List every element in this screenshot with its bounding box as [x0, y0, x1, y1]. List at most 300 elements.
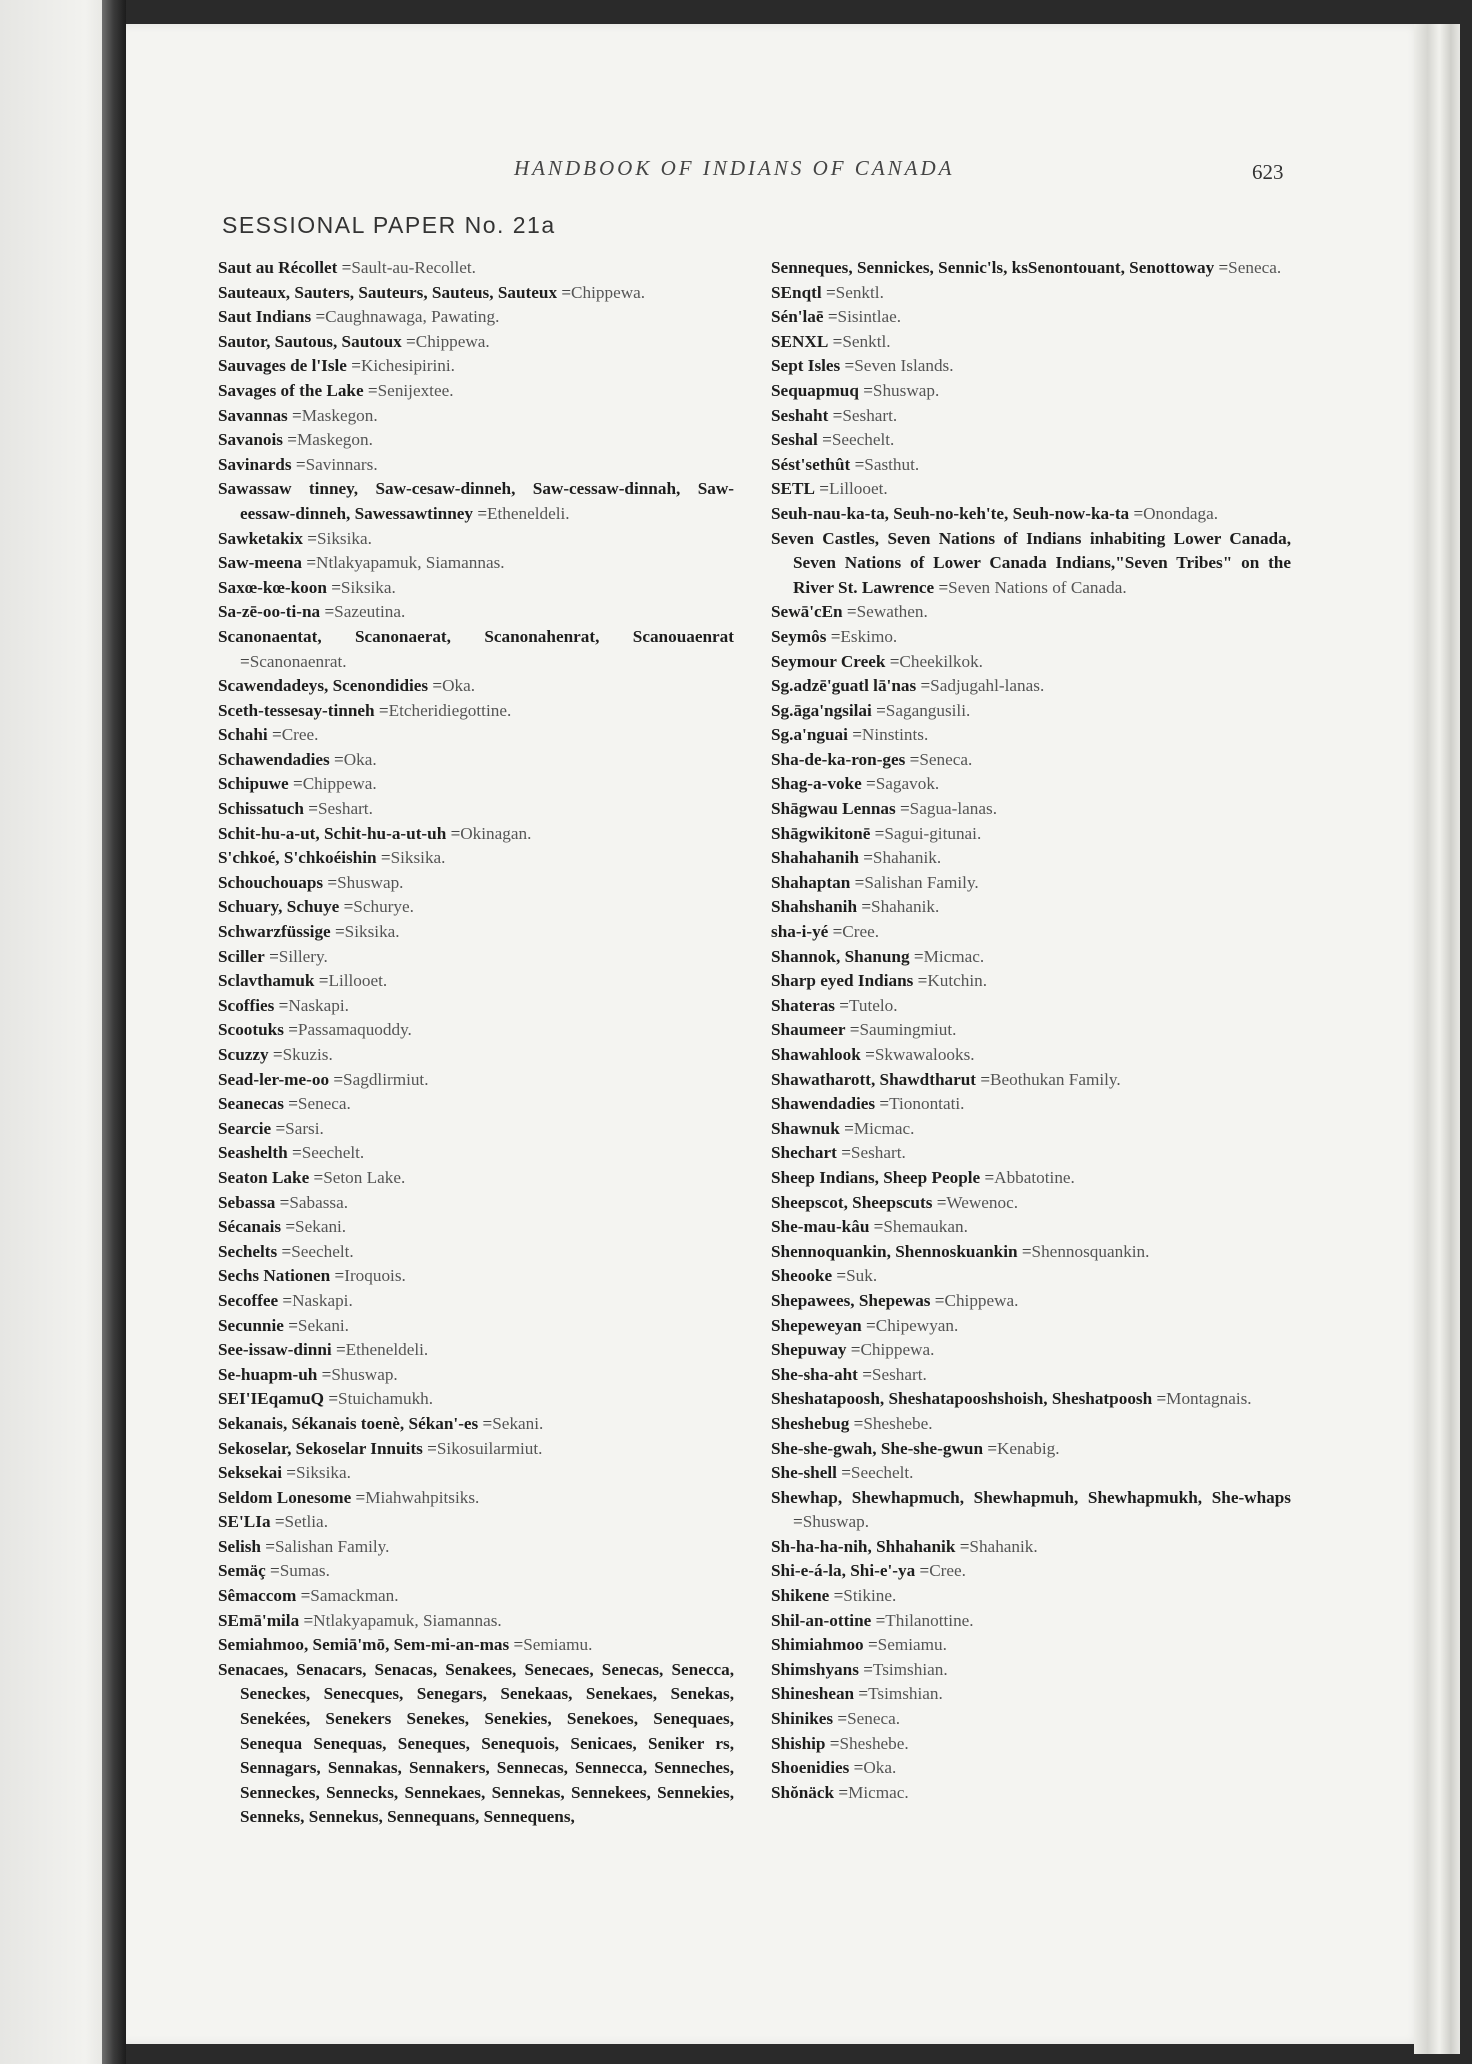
entry-heading: Shennoquankin, Shennoskuankin: [771, 1241, 1018, 1261]
entry-heading: Sécanais: [218, 1217, 282, 1237]
index-entry: She-she-gwah, She-she-gwun =Kenabig.: [771, 1438, 1060, 1458]
entry-equivalent: Scanonaenrat.: [249, 651, 347, 671]
entry-heading: Shimiahmoo: [771, 1635, 864, 1655]
entry-equivalent: Cheekilkok.: [899, 651, 983, 671]
entry-equivalent: Sumas.: [279, 1561, 330, 1581]
entry-equivalent: Salishan Family.: [275, 1536, 390, 1556]
index-entry: Shennoquankin, Shennoskuankin =Shennosquankin.: [771, 1241, 1150, 1261]
entry-heading: Senneques, Sennickes, Sennic'ls, ksSenontouant, Senottoway: [771, 258, 1215, 277]
entry-heading: Sept Isles: [771, 356, 841, 376]
entry-equivalent: Sheshebe.: [863, 1413, 933, 1433]
entry-heading: Sheooke: [771, 1266, 833, 1286]
entry-equivalent: Seneca.: [847, 1709, 901, 1729]
entry-heading: Seshal: [771, 430, 818, 450]
entry-heading: SEmā'mila: [218, 1610, 300, 1630]
entry-heading: Sh-ha-ha-nih, Shhahanik: [771, 1536, 956, 1556]
entry-heading: See-issaw-dinni: [218, 1340, 332, 1360]
index-entry: Shepeweyan =Chipewyan.: [771, 1315, 959, 1335]
index-entry: Seymôs =Eskimo.: [771, 626, 898, 646]
entry-equivalent: Shuswap.: [872, 380, 940, 400]
entry-equivalent: Senijextee.: [377, 380, 454, 400]
entry-heading: Savinards: [218, 454, 292, 474]
entry-heading: Sg.a'nguai: [771, 725, 848, 745]
entry-heading: Shepeweyan: [771, 1315, 862, 1335]
entry-equivalent: Stikine.: [843, 1586, 897, 1606]
entry-heading: Saxœ-kœ-koon: [218, 577, 327, 597]
entry-heading: Shewhap, Shewhapmuch, Shewhapmuh, Shewhapmukh, She-whaps: [771, 1487, 1291, 1507]
entry-heading: Sén'laē: [771, 307, 824, 327]
index-entry: Seldom Lonesome =Miahwahpitsiks.: [218, 1487, 480, 1507]
entry-equivalent: Miahwahpitsiks.: [365, 1487, 480, 1507]
index-entry: S'chkoé, S'chkoéishin =Siksika.: [218, 848, 446, 868]
index-entry: Shinikes =Seneca.: [771, 1709, 901, 1729]
entry-heading: Sewā'cEn: [771, 602, 843, 622]
entry-equivalent: Montagnais.: [1166, 1389, 1252, 1409]
entry-equivalent: Okinagan.: [460, 823, 532, 843]
index-entry: Schissatuch =Seshart.: [218, 799, 373, 819]
entry-equivalent: Shuswap.: [802, 1512, 870, 1532]
index-entry: Seanecas =Seneca.: [218, 1094, 351, 1114]
entry-equivalent: Stuichamukh.: [338, 1389, 434, 1409]
entry-equivalent: Ninstints.: [861, 725, 929, 745]
entry-equivalent: Maskegon.: [301, 405, 378, 425]
entry-equivalent: Sasthut.: [864, 454, 920, 474]
index-entry: Shepuway =Chippewa.: [771, 1340, 935, 1360]
entry-heading: Shiship: [771, 1733, 826, 1753]
entry-equivalent: Beothukan Family.: [990, 1069, 1121, 1089]
index-entry: Sewā'cEn =Sewathen.: [771, 602, 928, 622]
entry-heading: Sharp eyed Indians: [771, 971, 914, 991]
entry-equivalent: Oka.: [343, 749, 377, 769]
entry-equivalent: Sagavok.: [875, 774, 940, 794]
entry-heading: Sauteaux, Sauters, Sauteurs, Sauteus, Sauteux: [218, 282, 558, 302]
index-entry: Seshaht =Seshart.: [771, 405, 898, 425]
entry-equivalent: Siksika.: [390, 848, 446, 868]
entry-equivalent: Samackman.: [310, 1586, 399, 1606]
entry-heading: Secoffee: [218, 1290, 279, 1310]
entry-equivalent: Shahanik.: [871, 897, 940, 917]
entry-equivalent: Lillooet.: [328, 971, 388, 991]
entry-equivalent: Seechelt.: [850, 1463, 914, 1483]
index-entry: Seshal =Seechelt.: [771, 430, 895, 450]
entry-equivalent: Chippewa.: [302, 774, 377, 794]
index-entry: Shewhap, Shewhapmuch, Shewhapmuh, Shewhapmukh, She-whaps =Shuswap.: [771, 1487, 1291, 1532]
entry-heading: Shawahlook: [771, 1045, 861, 1064]
index-entry: Shikene =Stikine.: [771, 1586, 897, 1606]
entry-equivalent: Ntlakyapamuk, Siamannas.: [316, 553, 505, 573]
entry-equivalent: Wewenoc.: [946, 1192, 1019, 1212]
index-entry: Shāgwau Lennas =Sagua-lanas.: [771, 799, 998, 819]
entry-heading: Sequapmuq: [771, 380, 859, 400]
index-entry: Saut au Récollet =Sault-au-Recollet.: [218, 258, 476, 277]
entry-heading: Seymôs: [771, 626, 827, 646]
entry-equivalent: Seneca.: [1228, 258, 1282, 277]
entry-heading: Sa-zē-oo-ti-na: [218, 602, 321, 622]
entry-equivalent: Siksika.: [344, 922, 400, 942]
entry-equivalent: Siksika.: [296, 1463, 351, 1483]
entry-equivalent: Sillery.: [278, 946, 328, 966]
entry-heading: Seven Castles, Seven Nations of Indians inhabiting Lower Canada, Seven Nations of Lower Canada Indians,"Seven Tribes" on the River St. Lawrence: [771, 528, 1291, 597]
entry-heading: Searcie: [218, 1118, 272, 1138]
entry-heading: Shinikes: [771, 1709, 834, 1729]
entry-heading: SETL: [771, 479, 815, 499]
index-entry: Shahshanih =Shahanik.: [771, 897, 940, 917]
entry-equivalent: Seven Nations of Canada.: [948, 577, 1127, 597]
entry-equivalent: Setlia.: [284, 1512, 328, 1532]
index-entry: Savanois =Maskegon.: [218, 430, 373, 450]
page-edge-stack: [1414, 24, 1460, 2054]
entry-heading: S'chkoé, S'chkoéishin: [218, 848, 377, 868]
index-entry: Sceth-tessesay-tinneh =Etcheridiegottine.: [218, 700, 512, 720]
index-entry: Se-huapm-uh =Shuswap.: [218, 1364, 398, 1384]
index-entry: Semäç =Sumas.: [218, 1561, 330, 1581]
index-entry: Secoffee =Naskapi.: [218, 1290, 353, 1310]
entry-equivalent: Seshart.: [317, 799, 373, 819]
entry-equivalent: Seshart.: [871, 1364, 927, 1384]
entry-equivalent: Cree.: [842, 922, 880, 942]
index-entry: Scoffies =Naskapi.: [218, 995, 349, 1015]
index-entry: Sêmaccom =Samackman.: [218, 1586, 399, 1606]
entry-heading: Schit-hu-a-ut, Schit-hu-a-ut-uh: [218, 823, 447, 843]
entry-heading: She-shell: [771, 1463, 837, 1483]
entry-equivalent: Seshart.: [842, 405, 898, 425]
entry-equivalent: Maskegon.: [296, 430, 373, 450]
entry-equivalent: Tionontati.: [889, 1094, 965, 1114]
entry-equivalent: Sagua-lanas.: [909, 799, 998, 819]
entry-equivalent: Suk.: [846, 1266, 878, 1286]
index-entry: Shāgwikitonē =Sagui-gitunai.: [771, 823, 982, 843]
entry-heading: Sautor, Sautous, Sautoux: [218, 331, 402, 351]
entry-equivalent: Siksika.: [317, 528, 372, 548]
index-entry: Sauvages de l'Isle =Kichesipirini.: [218, 356, 455, 376]
entry-heading: Scuzzy: [218, 1045, 269, 1064]
entry-heading: Seuh-nau-ka-ta, Seuh-no-keh'te, Seuh-now-ka-ta: [771, 503, 1130, 523]
entry-equivalent: Cree.: [281, 725, 319, 745]
entry-equivalent: Micmac.: [848, 1782, 909, 1802]
entry-heading: Scoffies: [218, 995, 275, 1015]
entry-equivalent: Etcheridiegottine.: [388, 700, 512, 720]
entry-heading: Scanonaentat, Scanonaerat, Scanonahenrat, Scanouaenrat: [218, 626, 734, 646]
index-entry: Sechelts =Seechelt.: [218, 1241, 354, 1261]
entry-equivalent: Sault-au-Recollet.: [351, 258, 476, 277]
index-entry: Saw-meena =Ntlakyapamuk, Siamannas.: [218, 553, 505, 573]
entry-heading: Shawatharott, Shawdtharut: [771, 1069, 977, 1089]
entry-equivalent: Skwawalooks.: [874, 1045, 975, 1064]
index-entry: Seaton Lake =Seton Lake.: [218, 1167, 406, 1187]
entry-heading: Shawnuk: [771, 1118, 840, 1138]
book-spine: [102, 0, 126, 2064]
index-entry: SE'LIa =Setlia.: [218, 1512, 328, 1532]
entry-heading: Shoenidies: [771, 1758, 850, 1778]
entry-heading: Seshaht: [771, 405, 829, 425]
entry-equivalent: Sabassa.: [289, 1192, 349, 1212]
index-entry: Shateras =Tutelo.: [771, 995, 898, 1015]
entry-equivalent: Ntlakyapamuk, Siamannas.: [313, 1610, 502, 1630]
index-entry: Sheooke =Suk.: [771, 1266, 878, 1286]
index-entry: Schwarzfüssige =Siksika.: [218, 922, 400, 942]
entry-equivalent: Sekani.: [295, 1217, 347, 1237]
index-entry: Shawatharott, Shawdtharut =Beothukan Family.: [771, 1069, 1121, 1089]
entry-equivalent: Sazeutina.: [334, 602, 406, 622]
index-entry: Sauteaux, Sauters, Sauteurs, Sauteus, Sauteux =Chippewa.: [218, 282, 646, 302]
index-entry: Shepawees, Shepewas =Chippewa.: [771, 1290, 1019, 1310]
entry-heading: Shechart: [771, 1143, 837, 1163]
index-entry: Savinards =Savinnars.: [218, 454, 378, 474]
entry-heading: Se-huapm-uh: [218, 1364, 318, 1384]
entry-equivalent: Etheneldeli.: [487, 503, 570, 523]
index-entry: Sawassaw tinney, Saw-cesaw-dinneh, Saw-cessaw-dinnah, Saw-eessaw-dinneh, Sawessawtinney =Etheneldeli.: [218, 479, 734, 523]
entry-equivalent: Tsimshian.: [868, 1684, 943, 1704]
entry-equivalent: Shennosquankin.: [1031, 1241, 1150, 1261]
entry-equivalent: Lillooet.: [828, 479, 888, 499]
index-entry: Savannas =Maskegon.: [218, 405, 378, 425]
entry-equivalent: Kutchin.: [927, 971, 987, 991]
index-entry: Shawendadies =Tionontati.: [771, 1094, 965, 1114]
entry-heading: Semäç: [218, 1561, 266, 1581]
index-entry: Shawnuk =Micmac.: [771, 1118, 915, 1138]
entry-heading: Sawketakix: [218, 528, 303, 548]
entry-equivalent: Seshart.: [850, 1143, 906, 1163]
entry-equivalent: Salishan Family.: [864, 872, 979, 892]
index-entry: Sheshatapoosh, Sheshatapooshshoish, Sheshatpoosh =Montagnais.: [771, 1389, 1252, 1409]
entry-heading: SENXL: [771, 331, 829, 351]
entry-equivalent: Sheshebe.: [839, 1733, 909, 1753]
index-entry: Seashelth =Seechelt.: [218, 1143, 365, 1163]
entry-heading: Shahahanih: [771, 848, 859, 868]
index-entry: Schipuwe =Chippewa.: [218, 774, 377, 794]
entry-heading: Shi-e-á-la, Shi-e'-ya: [771, 1561, 916, 1581]
index-entry: Sebassa =Sabassa.: [218, 1192, 349, 1212]
entry-heading: She-she-gwah, She-she-gwun: [771, 1438, 984, 1458]
index-entry: She-shell =Seechelt.: [771, 1463, 914, 1483]
entry-equivalent: Chippewa.: [415, 331, 490, 351]
entry-heading: Scootuks: [218, 1020, 284, 1040]
index-entry: Shechart =Seshart.: [771, 1143, 906, 1163]
entry-heading: Sg.adzē'guatl lā'nas: [771, 676, 917, 696]
index-entry: Seymour Creek =Cheekilkok.: [771, 651, 983, 671]
entry-heading: Schawendadies: [218, 749, 330, 769]
index-entry: Shag-a-voke =Sagavok.: [771, 774, 940, 794]
entry-heading: Shawendadies: [771, 1094, 876, 1114]
entry-heading: Schuary, Schuye: [218, 897, 340, 917]
entry-heading: Schahi: [218, 725, 268, 745]
entry-heading: Shāgwau Lennas: [771, 799, 896, 819]
index-entry: Shawahlook =Skwawalooks.: [771, 1045, 975, 1064]
entry-heading: Sheep Indians, Sheep People: [771, 1167, 981, 1187]
entry-heading: Sawassaw tinney, Saw-cesaw-dinneh, Saw-cessaw-dinnah, Saw-eessaw-dinneh, Sawessawtinney: [218, 479, 734, 523]
entry-heading: She-sha-aht: [771, 1364, 858, 1384]
index-entry: Semiahmoo, Semiā'mō, Sem-mi-an-mas =Semiamu.: [218, 1635, 593, 1655]
entry-heading: Sceth-tessesay-tinneh: [218, 700, 375, 720]
index-entry: Sg.a'nguai =Ninstints.: [771, 725, 929, 745]
entry-heading: Shahshanih: [771, 897, 858, 917]
entry-heading: Schouchouaps: [218, 872, 324, 892]
index-entry: SEnqtl =Senktl.: [771, 282, 884, 302]
entry-heading: Seymour Creek: [771, 651, 886, 671]
index-entry: She-mau-kâu =Shemaukan.: [771, 1217, 968, 1237]
index-entry: Seven Castles, Seven Nations of Indians inhabiting Lower Canada, Seven Nations of Lower Canada Indians,"Seven Tribes" on the River St. Lawrence =Seven Nations of Canada.: [771, 528, 1291, 597]
index-entry: Sead-ler-me-oo =Sagdlirmiut.: [218, 1069, 429, 1089]
index-entry: Scootuks =Passamaquoddy.: [218, 1020, 412, 1040]
entry-equivalent: Micmac.: [923, 946, 985, 966]
entry-equivalent: Sagangusili.: [885, 700, 971, 720]
entry-heading: Shikene: [771, 1586, 830, 1606]
index-entry: Senneques, Sennickes, Sennic'ls, ksSenontouant, Senottoway =Seneca.: [771, 258, 1282, 277]
index-entry: Sg.āga'ngsilai =Sagangusili.: [771, 700, 971, 720]
entry-heading: Sead-ler-me-oo: [218, 1069, 330, 1089]
entry-equivalent: Skuzis.: [282, 1045, 333, 1064]
index-entry: Savages of the Lake =Senijextee.: [218, 380, 454, 400]
entry-heading: SE'LIa: [218, 1512, 271, 1532]
index-entry: SEmā'mila =Ntlakyapamuk, Siamannas.: [218, 1610, 502, 1630]
index-entry: Shimiahmoo =Semiamu.: [771, 1635, 947, 1655]
entry-equivalent: Seechelt.: [291, 1241, 354, 1261]
entry-heading: Sebassa: [218, 1192, 276, 1212]
entry-equivalent: Naskapi.: [288, 995, 349, 1015]
entry-equivalent: Seven Islands.: [854, 356, 954, 376]
entry-heading: Sechelts: [218, 1241, 278, 1261]
entry-heading: Shahaptan: [771, 872, 851, 892]
index-entry: Sén'laē =Sisintlae.: [771, 307, 902, 327]
index-entry: Sha-de-ka-ron-ges =Seneca.: [771, 749, 973, 769]
entry-heading: Saut au Récollet: [218, 258, 338, 277]
entry-heading: Semiahmoo, Semiā'mō, Sem-mi-an-mas: [218, 1635, 510, 1655]
entry-heading: Seanecas: [218, 1094, 284, 1114]
entry-heading: Shimshyans: [771, 1659, 859, 1679]
entry-equivalent: Sagui-gitunai.: [884, 823, 982, 843]
entry-heading: Scawendadeys, Scenondidies: [218, 676, 429, 696]
entry-equivalent: Tutelo.: [848, 995, 898, 1015]
index-entry: Shahaptan =Salishan Family.: [771, 872, 979, 892]
entry-equivalent: Seneca.: [297, 1094, 351, 1114]
entry-heading: Savanois: [218, 430, 283, 450]
entry-equivalent: Sewathen.: [856, 602, 928, 622]
entry-heading: She-mau-kâu: [771, 1217, 870, 1237]
index-entry: Shi-e-á-la, Shi-e'-ya =Cree.: [771, 1561, 966, 1581]
entry-heading: Schissatuch: [218, 799, 304, 819]
entry-equivalent: Caughnawaga, Pawating.: [325, 307, 500, 327]
entry-equivalent: Semiamu.: [877, 1635, 947, 1655]
entry-equivalent: Shuswap.: [337, 872, 404, 892]
entry-equivalent: Chippewa.: [860, 1340, 935, 1360]
entry-heading: Shepawees, Shepewas: [771, 1290, 931, 1310]
entry-heading: Sauvages de l'Isle: [218, 356, 347, 376]
entry-equivalent: Cree.: [929, 1561, 966, 1581]
entry-heading: Sechs Nationen: [218, 1266, 331, 1286]
entry-equivalent: Tsimshian.: [872, 1659, 948, 1679]
page-number: 623: [1252, 160, 1284, 184]
sessional-paper-label: SESSIONAL PAPER No. 21a: [222, 212, 556, 238]
entry-heading: Secunnie: [218, 1315, 284, 1335]
index-entry: Sawketakix =Siksika.: [218, 528, 372, 548]
index-entry: Shannok, Shanung =Micmac.: [771, 946, 985, 966]
index-entry: Secunnie =Sekani.: [218, 1315, 349, 1335]
index-entry: Shaumeer =Saumingmiut.: [771, 1020, 957, 1040]
entry-heading: Shaumeer: [771, 1020, 846, 1040]
index-entry: Scanonaentat, Scanonaerat, Scanonahenrat, Scanouaenrat =Scanonaenrat.: [218, 626, 734, 671]
index-entry: Schahi =Cree.: [218, 725, 319, 745]
entry-heading: Sést'sethût: [771, 454, 851, 474]
index-entry: Sclavthamuk =Lillooet.: [218, 971, 388, 991]
entry-equivalent: Oka.: [442, 676, 476, 696]
index-entry: Searcie =Sarsi.: [218, 1118, 324, 1138]
entry-heading: Senacaes, Senacars, Senacas, Senakees, Senecaes, Senecas, Senecca, Seneckes, Senecques, Senegars, Senekaas, Senekaes, Senekas, Senekées, Senekers Senekes, Senekies, Senekoes, Senequaes, Senequa Senequas, Seneques, Senequois, Senicaes, Seniker rs, Sennagars, Sennakas, Sennakers, Sennecas, Sennecca, Senneches, Senneckes, Sennecks, Sennekaes, Sennekas, Sennekees, Sennekies, Senneks, Sennekus, Sennequans, Sennequens,: [218, 1659, 734, 1827]
entry-equivalent: Eskimo.: [840, 626, 898, 646]
entry-heading: Seksekai: [218, 1463, 282, 1483]
index-entry: sha-i-yé =Cree.: [771, 922, 880, 942]
entry-heading: Seaton Lake: [218, 1167, 310, 1187]
entry-heading: SEnqtl: [771, 282, 822, 302]
index-entry: Shahahanih =Shahanik.: [771, 848, 942, 868]
entry-heading: Selish: [218, 1536, 261, 1556]
entry-heading: Sheshatapoosh, Sheshatapooshshoish, Sheshatpoosh: [771, 1389, 1153, 1409]
index-entry: Sést'sethût =Sasthut.: [771, 454, 920, 474]
entry-equivalent: Thilanottine.: [885, 1610, 974, 1630]
entry-equivalent: Saumingmiut.: [859, 1020, 957, 1040]
entry-equivalent: Semiamu.: [523, 1635, 593, 1655]
entry-equivalent: Shahanik.: [872, 848, 942, 868]
entry-equivalent: Seechelt.: [301, 1143, 365, 1163]
entry-heading: Sheepscot, Sheepscuts: [771, 1192, 933, 1212]
entry-heading: Sclavthamuk: [218, 971, 315, 991]
running-head: HANDBOOK OF INDIANS OF CANADA: [514, 156, 955, 180]
entry-equivalent: Sekani.: [297, 1315, 349, 1335]
entry-equivalent: Naskapi.: [292, 1290, 353, 1310]
index-entry: Sharp eyed Indians =Kutchin.: [771, 971, 987, 991]
entry-equivalent: Siksika.: [340, 577, 396, 597]
index-entry: Sept Isles =Seven Islands.: [771, 356, 954, 376]
index-entry: Seksekai =Siksika.: [218, 1463, 351, 1483]
entry-heading: Shag-a-voke: [771, 774, 862, 794]
index-column-left: [218, 256, 734, 1830]
index-entry: Sequapmuq =Shuswap.: [771, 380, 940, 400]
entry-heading: Savages of the Lake: [218, 380, 364, 400]
index-entry: See-issaw-dinni =Etheneldeli.: [218, 1340, 429, 1360]
index-entry: SEI'IEqamuQ =Stuichamukh.: [218, 1389, 434, 1409]
index-entry: Sheshebug =Sheshebe.: [771, 1413, 933, 1433]
entry-heading: Sêmaccom: [218, 1586, 297, 1606]
entry-equivalent: Micmac.: [853, 1118, 915, 1138]
index-entry: Scuzzy =Skuzis.: [218, 1045, 333, 1064]
index-entry: Schit-hu-a-ut, Schit-hu-a-ut-uh =Okinagan.: [218, 823, 532, 843]
entry-heading: Shepuway: [771, 1340, 847, 1360]
index-entry: Shiship =Sheshebe.: [771, 1733, 909, 1753]
index-entry: Sa-zē-oo-ti-na =Sazeutina.: [218, 602, 406, 622]
index-entry: SENXL =Senktl.: [771, 331, 891, 351]
entry-equivalent: Senktl.: [835, 282, 884, 302]
index-entry: Sciller =Sillery.: [218, 946, 328, 966]
entry-heading: Shineshean: [771, 1684, 855, 1704]
index-entry: Scawendadeys, Scenondidies =Oka.: [218, 676, 476, 696]
entry-equivalent: Chippewa.: [944, 1290, 1019, 1310]
index-entry: Saxœ-kœ-koon =Siksika.: [218, 577, 396, 597]
entry-heading: Shateras: [771, 995, 835, 1015]
index-entry: Sheepscot, Sheepscuts =Wewenoc.: [771, 1192, 1019, 1212]
entry-heading: Schipuwe: [218, 774, 289, 794]
index-column-right: [771, 256, 1291, 1805]
entry-equivalent: Sagdlirmiut.: [343, 1069, 429, 1089]
entry-heading: Shil-an-ottine: [771, 1610, 872, 1630]
index-entry: Saut Indians =Caughnawaga, Pawating.: [218, 307, 500, 327]
entry-equivalent: Chippewa.: [571, 282, 646, 302]
entry-equivalent: Sadjugahl-lanas.: [930, 676, 1045, 696]
entry-equivalent: Shemaukan.: [883, 1217, 968, 1237]
entry-heading: Sciller: [218, 946, 265, 966]
index-entry: Shŏnäck =Micmac.: [771, 1782, 909, 1802]
index-entry: SETL =Lillooet.: [771, 479, 888, 499]
entry-heading: Saw-meena: [218, 553, 303, 573]
entry-equivalent: Abbatotine.: [994, 1167, 1075, 1187]
